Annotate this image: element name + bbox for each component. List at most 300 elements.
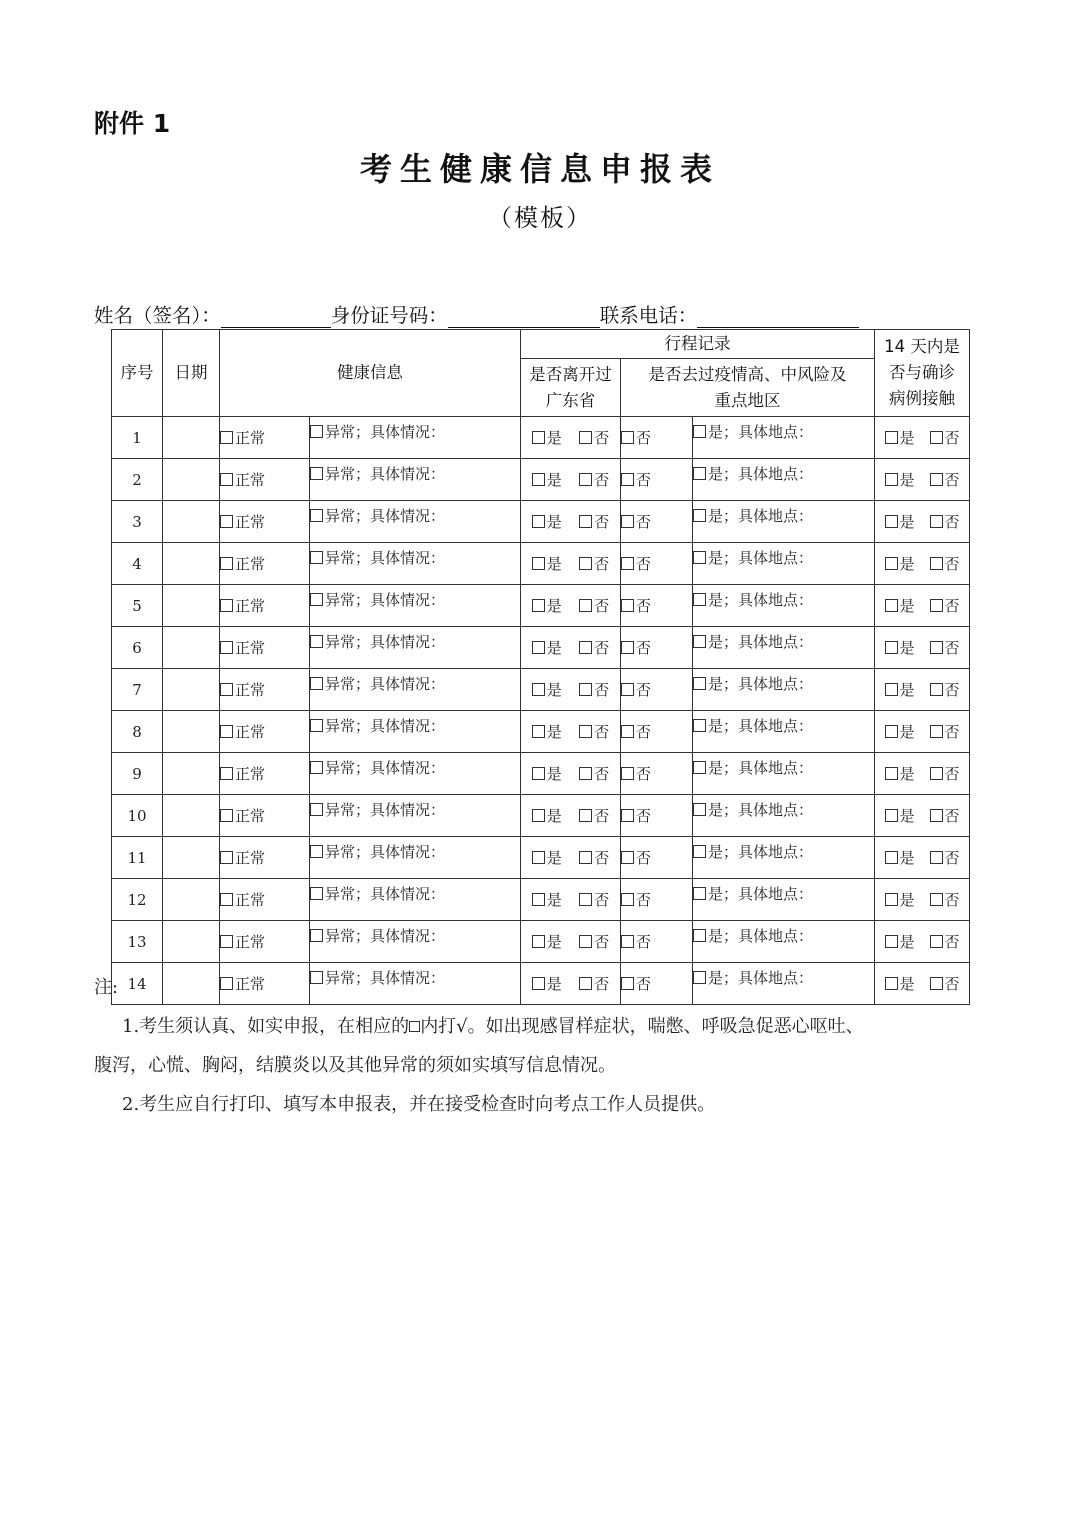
option-label: 是；具体地点： xyxy=(708,801,814,819)
option-label: 否 xyxy=(594,975,610,993)
checkbox-icon[interactable] xyxy=(579,473,592,486)
option-label: 否 xyxy=(594,933,610,951)
checkbox-icon[interactable] xyxy=(930,683,943,696)
checkbox-icon[interactable] xyxy=(930,851,943,864)
option-cell xyxy=(621,795,693,837)
checkbox-icon[interactable] xyxy=(532,431,545,444)
yes-no-cell xyxy=(521,669,621,711)
option-label: 是；具体地点： xyxy=(708,759,814,777)
checkbox-icon[interactable] xyxy=(621,893,634,906)
date-cell[interactable] xyxy=(163,627,220,669)
no-option[interactable] xyxy=(930,469,960,490)
option-label: 是；具体地点： xyxy=(708,969,814,987)
checkbox-icon[interactable] xyxy=(621,431,634,444)
yes-no-cell xyxy=(875,837,970,879)
no-option[interactable] xyxy=(930,847,960,868)
option-cell xyxy=(621,501,693,543)
checkbox-icon[interactable] xyxy=(885,893,898,906)
checkbox-icon[interactable] xyxy=(220,473,233,486)
checkbox-icon[interactable] xyxy=(885,725,898,738)
checkbox-icon[interactable] xyxy=(693,677,706,690)
date-cell[interactable] xyxy=(163,417,220,459)
yes-option[interactable] xyxy=(532,721,562,742)
option-label: 是 xyxy=(546,849,562,867)
option-label: 正常 xyxy=(235,849,266,867)
option-label: 否 xyxy=(594,723,610,741)
no-option[interactable] xyxy=(930,553,960,574)
no-option[interactable] xyxy=(930,721,960,742)
option-cell xyxy=(621,753,693,795)
checkbox-icon[interactable] xyxy=(885,935,898,948)
checkbox-icon[interactable] xyxy=(693,635,706,648)
checkbox-icon[interactable] xyxy=(930,641,943,654)
option-label: 否 xyxy=(636,639,652,657)
option-label: 否 xyxy=(594,555,610,573)
no-option[interactable] xyxy=(579,847,609,868)
option-cell xyxy=(220,417,310,459)
checkbox-icon[interactable] xyxy=(621,557,634,570)
date-cell[interactable] xyxy=(163,543,220,585)
option-label: 否 xyxy=(594,429,610,447)
option-cell xyxy=(220,921,310,963)
checkbox-icon[interactable] xyxy=(930,557,943,570)
checkbox-icon[interactable] xyxy=(220,809,233,822)
checkbox-icon[interactable] xyxy=(310,509,323,522)
yes-no-cell xyxy=(521,417,621,459)
phone-field[interactable] xyxy=(697,305,859,328)
date-cell[interactable] xyxy=(163,585,220,627)
checkbox-icon[interactable] xyxy=(579,557,592,570)
checkbox-icon[interactable] xyxy=(532,809,545,822)
checkbox-icon[interactable] xyxy=(532,851,545,864)
checkbox-icon[interactable] xyxy=(579,851,592,864)
row-number: 7 xyxy=(112,669,163,711)
option-label: 是；具体地点： xyxy=(708,843,814,861)
checkbox-icon xyxy=(409,1021,420,1032)
date-cell[interactable] xyxy=(163,753,220,795)
option-cell xyxy=(693,585,875,627)
checkbox-icon[interactable] xyxy=(310,803,323,816)
table-row xyxy=(112,837,970,879)
no-option[interactable] xyxy=(930,427,960,448)
option-cell xyxy=(220,543,310,585)
option-cell xyxy=(310,627,521,669)
checkbox-icon[interactable] xyxy=(693,845,706,858)
checkbox-icon[interactable] xyxy=(621,725,634,738)
option-label: 否 xyxy=(636,765,652,783)
table-row xyxy=(112,669,970,711)
yes-no-cell xyxy=(521,543,621,585)
no-option[interactable] xyxy=(579,721,609,742)
yes-no-cell xyxy=(521,459,621,501)
option-label: 否 xyxy=(944,597,960,615)
yes-no-cell xyxy=(521,627,621,669)
header-left-guangdong-line: 广东省 xyxy=(545,390,596,410)
checkbox-icon[interactable] xyxy=(310,593,323,606)
yes-no-cell xyxy=(875,543,970,585)
checkbox-icon[interactable] xyxy=(930,431,943,444)
checkbox-icon[interactable] xyxy=(885,683,898,696)
checkbox-icon[interactable] xyxy=(621,935,634,948)
checkbox-icon[interactable] xyxy=(693,887,706,900)
option-label: 是；具体地点： xyxy=(708,633,814,651)
checkbox-icon[interactable] xyxy=(693,551,706,564)
checkbox-icon[interactable] xyxy=(885,641,898,654)
option-label: 是 xyxy=(546,555,562,573)
row-number: 11 xyxy=(112,837,163,879)
checkbox-icon[interactable] xyxy=(621,851,634,864)
option-label: 否 xyxy=(636,807,652,825)
checkbox-icon[interactable] xyxy=(310,929,323,942)
option-label: 异常；具体情况： xyxy=(325,759,446,777)
option-label: 否 xyxy=(636,891,652,909)
yes-option[interactable] xyxy=(885,847,915,868)
option-label: 是；具体地点： xyxy=(708,549,814,567)
option-label: 异常；具体情况： xyxy=(325,969,446,987)
no-option[interactable] xyxy=(579,931,609,952)
row-number: 3 xyxy=(112,501,163,543)
yes-no-cell xyxy=(521,585,621,627)
checkbox-icon[interactable] xyxy=(930,599,943,612)
checkbox-icon[interactable] xyxy=(693,467,706,480)
date-cell[interactable] xyxy=(163,795,220,837)
no-option[interactable] xyxy=(579,889,609,910)
option-cell xyxy=(310,669,521,711)
no-option[interactable] xyxy=(930,637,960,658)
row-number: 10 xyxy=(112,795,163,837)
no-option[interactable] xyxy=(930,889,960,910)
yes-option[interactable] xyxy=(532,679,562,700)
option-cell xyxy=(220,711,310,753)
yes-option[interactable] xyxy=(885,427,915,448)
checkbox-icon[interactable] xyxy=(621,641,634,654)
checkbox-icon[interactable] xyxy=(930,767,943,780)
checkbox-icon[interactable] xyxy=(579,809,592,822)
yes-option[interactable] xyxy=(532,847,562,868)
no-option[interactable] xyxy=(930,805,960,826)
header-risk-area-line: 是否去过疫情高、中风险及 xyxy=(648,364,847,384)
option-label: 否 xyxy=(594,471,610,489)
header-risk-area-line: 重点地区 xyxy=(714,390,781,410)
yes-no-cell xyxy=(875,501,970,543)
no-option[interactable] xyxy=(930,511,960,532)
no-option[interactable] xyxy=(579,763,609,784)
yes-option[interactable] xyxy=(885,763,915,784)
health-declaration-table xyxy=(111,329,970,1005)
option-cell xyxy=(621,669,693,711)
checkbox-icon[interactable] xyxy=(220,599,233,612)
yes-option[interactable] xyxy=(885,511,915,532)
no-option[interactable] xyxy=(930,679,960,700)
table-row xyxy=(112,543,970,585)
option-cell xyxy=(693,417,875,459)
yes-option[interactable] xyxy=(532,595,562,616)
option-label: 是 xyxy=(899,555,915,573)
option-cell xyxy=(220,585,310,627)
checkbox-icon[interactable] xyxy=(693,803,706,816)
yes-option[interactable] xyxy=(885,889,915,910)
option-label: 异常；具体情况： xyxy=(325,423,446,441)
checkbox-icon[interactable] xyxy=(579,767,592,780)
yes-option[interactable] xyxy=(885,553,915,574)
yes-option[interactable] xyxy=(532,511,562,532)
option-label: 异常；具体情况： xyxy=(325,885,446,903)
no-option[interactable] xyxy=(579,637,609,658)
yes-option[interactable] xyxy=(885,469,915,490)
date-cell[interactable] xyxy=(163,669,220,711)
checkbox-icon[interactable] xyxy=(621,515,634,528)
checkbox-icon[interactable] xyxy=(621,473,634,486)
option-label: 否 xyxy=(636,849,652,867)
checkbox-icon[interactable] xyxy=(930,893,943,906)
option-label: 是；具体地点： xyxy=(708,885,814,903)
checkbox-icon[interactable] xyxy=(579,515,592,528)
option-cell xyxy=(220,459,310,501)
option-label: 否 xyxy=(594,639,610,657)
option-label: 正常 xyxy=(235,555,266,573)
option-cell xyxy=(693,543,875,585)
applicant-info-line xyxy=(94,296,994,328)
checkbox-icon[interactable] xyxy=(930,515,943,528)
yes-option[interactable] xyxy=(885,931,915,952)
no-option[interactable] xyxy=(579,511,609,532)
option-label: 正常 xyxy=(235,933,266,951)
checkbox-icon[interactable] xyxy=(220,683,233,696)
id-number-field[interactable] xyxy=(448,305,600,328)
option-cell xyxy=(693,753,875,795)
yes-no-cell xyxy=(875,753,970,795)
notes-section xyxy=(94,968,994,1124)
option-label: 是 xyxy=(899,471,915,489)
option-label: 正常 xyxy=(235,639,266,657)
option-label: 是 xyxy=(899,933,915,951)
checkbox-icon[interactable] xyxy=(220,431,233,444)
yes-option[interactable] xyxy=(885,637,915,658)
checkbox-icon[interactable] xyxy=(310,425,323,438)
checkbox-icon[interactable] xyxy=(885,557,898,570)
checkbox-icon[interactable] xyxy=(220,767,233,780)
checkbox-icon[interactable] xyxy=(621,809,634,822)
option-label: 否 xyxy=(944,933,960,951)
checkbox-icon[interactable] xyxy=(885,809,898,822)
note-item-2: 2.考生应自行打印、填写本申报表，并在接受检查时向考点工作人员提供。 xyxy=(122,1094,716,1115)
yes-option[interactable] xyxy=(885,679,915,700)
no-option[interactable] xyxy=(579,553,609,574)
row-number: 6 xyxy=(112,627,163,669)
yes-no-cell xyxy=(875,459,970,501)
yes-option[interactable] xyxy=(885,805,915,826)
checkbox-icon[interactable] xyxy=(220,725,233,738)
checkbox-icon[interactable] xyxy=(693,509,706,522)
checkbox-icon[interactable] xyxy=(220,893,233,906)
yes-no-cell xyxy=(875,417,970,459)
checkbox-icon[interactable] xyxy=(885,851,898,864)
option-label: 是；具体地点： xyxy=(708,423,814,441)
header-risk-area xyxy=(621,359,875,417)
header-contact-line: 14 天内是 xyxy=(884,337,960,356)
option-label: 是 xyxy=(546,513,562,531)
row-number: 9 xyxy=(112,753,163,795)
checkbox-icon[interactable] xyxy=(310,551,323,564)
checkbox-icon[interactable] xyxy=(579,893,592,906)
checkbox-icon[interactable] xyxy=(220,641,233,654)
option-label: 异常；具体情况： xyxy=(325,927,446,945)
yes-no-cell xyxy=(875,669,970,711)
option-cell xyxy=(693,921,875,963)
option-label: 否 xyxy=(944,429,960,447)
table-row xyxy=(112,417,970,459)
checkbox-icon[interactable] xyxy=(220,515,233,528)
checkbox-icon[interactable] xyxy=(930,473,943,486)
checkbox-icon[interactable] xyxy=(532,725,545,738)
option-cell xyxy=(220,879,310,921)
checkbox-icon[interactable] xyxy=(310,845,323,858)
no-option[interactable] xyxy=(579,805,609,826)
option-label: 否 xyxy=(944,807,960,825)
yes-option[interactable] xyxy=(532,931,562,952)
no-option[interactable] xyxy=(930,931,960,952)
option-label: 否 xyxy=(636,471,652,489)
date-cell[interactable] xyxy=(163,837,220,879)
checkbox-icon[interactable] xyxy=(930,935,943,948)
option-cell xyxy=(220,501,310,543)
yes-option[interactable] xyxy=(532,763,562,784)
no-option[interactable] xyxy=(930,763,960,784)
checkbox-icon[interactable] xyxy=(885,599,898,612)
option-cell xyxy=(310,543,521,585)
yes-option[interactable] xyxy=(885,595,915,616)
no-option[interactable] xyxy=(930,595,960,616)
option-label: 是；具体地点： xyxy=(708,717,814,735)
checkbox-icon[interactable] xyxy=(930,725,943,738)
checkbox-icon[interactable] xyxy=(579,935,592,948)
notes-label: 注: xyxy=(94,977,119,998)
option-label: 异常；具体情况： xyxy=(325,843,446,861)
table-row xyxy=(112,795,970,837)
checkbox-icon[interactable] xyxy=(310,887,323,900)
option-cell xyxy=(220,627,310,669)
checkbox-icon[interactable] xyxy=(532,893,545,906)
option-cell xyxy=(621,543,693,585)
option-label: 否 xyxy=(944,765,960,783)
option-label: 异常；具体情况： xyxy=(325,717,446,735)
checkbox-icon[interactable] xyxy=(532,557,545,570)
checkbox-icon[interactable] xyxy=(579,725,592,738)
table-row xyxy=(112,627,970,669)
name-field[interactable] xyxy=(221,305,331,328)
date-cell[interactable] xyxy=(163,711,220,753)
checkbox-icon[interactable] xyxy=(930,809,943,822)
checkbox-icon[interactable] xyxy=(220,557,233,570)
option-cell xyxy=(621,627,693,669)
checkbox-icon[interactable] xyxy=(579,641,592,654)
table-row xyxy=(112,711,970,753)
checkbox-icon[interactable] xyxy=(621,599,634,612)
yes-option[interactable] xyxy=(532,805,562,826)
yes-option[interactable] xyxy=(532,637,562,658)
header-travel: 行程记录 xyxy=(521,330,875,359)
note-item-1-text-cont: 内打√。如出现感冒样症状，喘憋、呼吸急促恶心呕吐、 xyxy=(420,1016,864,1037)
checkbox-icon[interactable] xyxy=(310,761,323,774)
checkbox-icon[interactable] xyxy=(310,719,323,732)
checkbox-icon[interactable] xyxy=(532,473,545,486)
yes-option[interactable] xyxy=(532,427,562,448)
no-option[interactable] xyxy=(579,595,609,616)
checkbox-icon[interactable] xyxy=(693,425,706,438)
date-cell[interactable] xyxy=(163,459,220,501)
table-row xyxy=(112,501,970,543)
option-cell xyxy=(310,501,521,543)
option-label: 是 xyxy=(899,765,915,783)
row-number: 5 xyxy=(112,585,163,627)
yes-option[interactable] xyxy=(532,889,562,910)
option-cell xyxy=(310,417,521,459)
option-cell xyxy=(693,879,875,921)
no-option[interactable] xyxy=(579,427,609,448)
checkbox-icon[interactable] xyxy=(621,683,634,696)
checkbox-icon[interactable] xyxy=(885,473,898,486)
checkbox-icon[interactable] xyxy=(532,767,545,780)
checkbox-icon[interactable] xyxy=(579,431,592,444)
checkbox-icon[interactable] xyxy=(532,515,545,528)
yes-option[interactable] xyxy=(532,469,562,490)
option-label: 是；具体地点： xyxy=(708,927,814,945)
checkbox-icon[interactable] xyxy=(621,767,634,780)
option-label: 异常；具体情况： xyxy=(325,633,446,651)
checkbox-icon[interactable] xyxy=(310,677,323,690)
row-number: 1 xyxy=(112,417,163,459)
yes-option[interactable] xyxy=(532,553,562,574)
checkbox-icon[interactable] xyxy=(532,683,545,696)
checkbox-icon[interactable] xyxy=(220,851,233,864)
option-label: 是 xyxy=(546,765,562,783)
checkbox-icon[interactable] xyxy=(532,599,545,612)
checkbox-icon[interactable] xyxy=(693,929,706,942)
checkbox-icon[interactable] xyxy=(693,593,706,606)
option-label: 否 xyxy=(944,471,960,489)
checkbox-icon[interactable] xyxy=(532,935,545,948)
checkbox-icon[interactable] xyxy=(579,599,592,612)
checkbox-icon[interactable] xyxy=(532,641,545,654)
checkbox-icon[interactable] xyxy=(310,467,323,480)
checkbox-icon[interactable] xyxy=(693,719,706,732)
yes-no-cell xyxy=(875,795,970,837)
option-label: 正常 xyxy=(235,513,266,531)
checkbox-icon[interactable] xyxy=(310,635,323,648)
option-cell xyxy=(693,795,875,837)
checkbox-icon[interactable] xyxy=(885,767,898,780)
checkbox-icon[interactable] xyxy=(693,761,706,774)
option-label: 是 xyxy=(546,639,562,657)
date-cell[interactable] xyxy=(163,501,220,543)
option-label: 是；具体地点： xyxy=(708,465,814,483)
date-cell[interactable] xyxy=(163,879,220,921)
checkbox-icon[interactable] xyxy=(885,515,898,528)
checkbox-icon[interactable] xyxy=(579,683,592,696)
yes-option[interactable] xyxy=(885,721,915,742)
checkbox-icon[interactable] xyxy=(220,935,233,948)
no-option[interactable] xyxy=(579,469,609,490)
table-row xyxy=(112,753,970,795)
checkbox-icon[interactable] xyxy=(885,431,898,444)
header-contact xyxy=(875,330,970,417)
option-cell xyxy=(693,711,875,753)
no-option[interactable] xyxy=(579,679,609,700)
yes-no-cell xyxy=(875,921,970,963)
option-label: 否 xyxy=(594,765,610,783)
option-label: 否 xyxy=(944,555,960,573)
date-cell[interactable] xyxy=(163,921,220,963)
